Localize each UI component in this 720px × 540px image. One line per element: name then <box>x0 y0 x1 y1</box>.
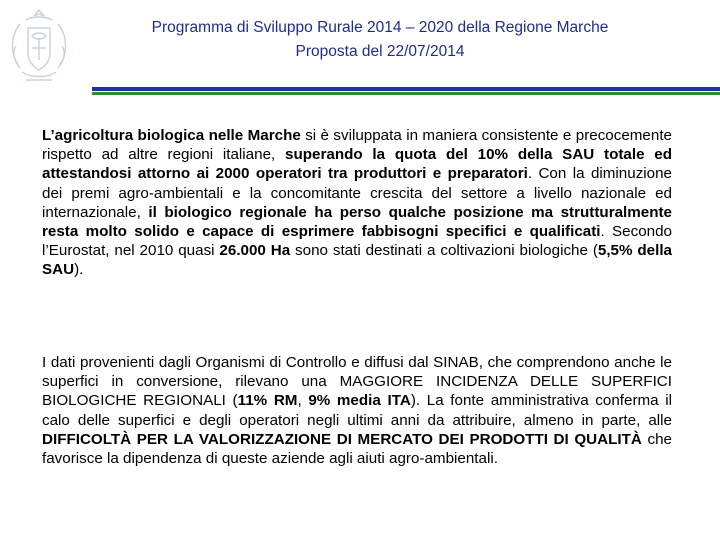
p1-span: sono stati destinati a coltivazioni biologiche ( <box>290 242 598 260</box>
header-title-line1: Programma di Sviluppo Rurale 2014 – 2020 della Regione Marche <box>151 19 609 36</box>
p2-span: DIFFICOLTÀ PER LA VALORIZZAZIONE DI MERCATO DEI PRODOTTI DI QUALITÀ <box>42 430 642 448</box>
p2-span: I dati provenienti dagli Organismi di Controllo e diffusi dal SINAB, che comprendono anche le superfici in conversione, rilevano una MAGGIORE INCIDENZA DELLE SUPERFICI BIOLOGICHE REGIONALI ( <box>42 354 672 410</box>
p2-span: 9% media ITA <box>308 392 411 410</box>
p1-span: 26.000 Ha <box>219 242 291 260</box>
p1-span: superando la quota del 10% della SAU totale ed attestandosi attorno ai 2000 operatori tra produttori e preparatori <box>42 146 673 183</box>
p1-span: . Secondo l’Eurostat, nel 2010 quasi <box>42 223 672 260</box>
p2-span: ). La fonte amministrativa conferma il calo delle superfici e degli operatori negli ultimi anni da attribuire, almeno in parte, alle <box>42 392 673 429</box>
p1-span: . Con la diminuzione dei premi agro-ambientali e la concomitante crescita del settore a livello nazionale ed internazionale, <box>42 165 673 221</box>
p1-span: ). <box>74 261 84 279</box>
p2-span: , <box>297 392 309 410</box>
p1-span: si è sviluppata in maniera consistente e precocemente rispetto ad altre regioni italiane, <box>42 127 672 164</box>
p1-span: il biologico regionale ha perso qualche posizione ma strutturalmente resta molto solido e capace di esprimere fabbisogni specifici e qualificati <box>42 203 672 241</box>
header-rule-blue <box>92 87 720 91</box>
header-title-line2: Proposta del 22/07/2014 <box>295 43 465 60</box>
p2-span: che favorisce la dipendenza di queste aziende agli aiuti agro-ambientali. <box>42 430 672 468</box>
p2-span: 11% RM <box>237 392 298 410</box>
p1-span: 5,5% della SAU <box>42 242 672 279</box>
p1-span: L’agricoltura biologica nelle Marche <box>42 127 301 144</box>
paragraph-organic-agriculture <box>42 126 672 280</box>
paragraph-sinab-data <box>42 353 672 468</box>
slide-header <box>80 16 680 64</box>
regione-marche-emblem-icon <box>6 6 72 88</box>
header-rule-green <box>92 92 720 95</box>
